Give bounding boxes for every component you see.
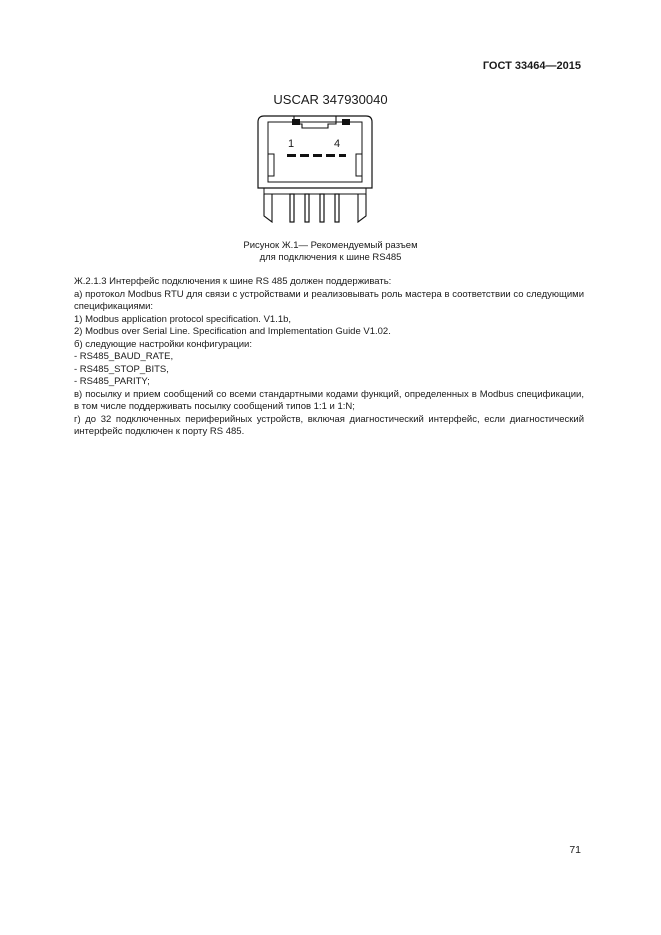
paragraph: - RS485_PARITY;	[74, 376, 150, 387]
connector-svg	[250, 110, 380, 238]
base	[264, 188, 366, 194]
pin-3	[320, 194, 324, 222]
housing-inner	[268, 122, 362, 182]
figure-title: USCAR 347930040	[273, 92, 388, 107]
paragraph: б) следующие настройки конфигурации:	[74, 338, 252, 350]
pin-label-4: 4	[334, 138, 341, 150]
latch-right-tab	[342, 119, 350, 125]
paragraph: Ж.2.1.3 Интерфейс подключения к шине RS 485 должен поддерживать:	[74, 276, 392, 287]
caption-line: Рисунок Ж.1— Рекомендуемый разъем	[243, 240, 418, 251]
connector-drawing	[250, 110, 380, 238]
paragraph: а) протокол Modbus RTU для связи с устройствами и реализовывать роль мастера в соответствии со следующими спецификациями:	[74, 288, 584, 312]
side-key-left	[268, 154, 274, 176]
body-text	[74, 276, 584, 439]
paragraph: - RS485_STOP_BITS,	[74, 363, 169, 375]
pin-4	[335, 194, 339, 222]
housing-outline	[258, 116, 372, 188]
caption-line: для подключения к шине RS485	[259, 252, 402, 263]
pin-cavities	[287, 154, 346, 157]
standard-number: ГОСТ 33464—2015	[482, 60, 581, 72]
paragraph: 1) Modbus application protocol specification. V1.1b,	[74, 313, 292, 325]
paragraph: - RS485_BAUD_RATE,	[74, 351, 174, 362]
latch-left-tab	[292, 119, 300, 125]
paragraph: 2) Modbus over Serial Line. Specification and Implementation Guide V1.02.	[74, 326, 391, 337]
leg-right	[358, 194, 366, 222]
pin-2	[305, 194, 309, 222]
paragraph: в) посылку и прием сообщений со всеми стандартными кодами функций, определенных в Modbus спецификации, в том числе поддерживать посылку сообщений типов 1:1 и 1:N;	[74, 388, 584, 412]
figure-caption	[0, 240, 661, 264]
leg-left	[264, 194, 272, 222]
pin-1	[290, 194, 294, 222]
side-key-right	[356, 154, 362, 176]
page-number: 71	[569, 844, 581, 856]
paragraph: г) до 32 подключенных периферийных устройств, включая диагностический интерфейс, если диагностический интерфейс подключен к порту RS 485.	[74, 413, 584, 437]
pin-label-1: 1	[288, 138, 295, 150]
